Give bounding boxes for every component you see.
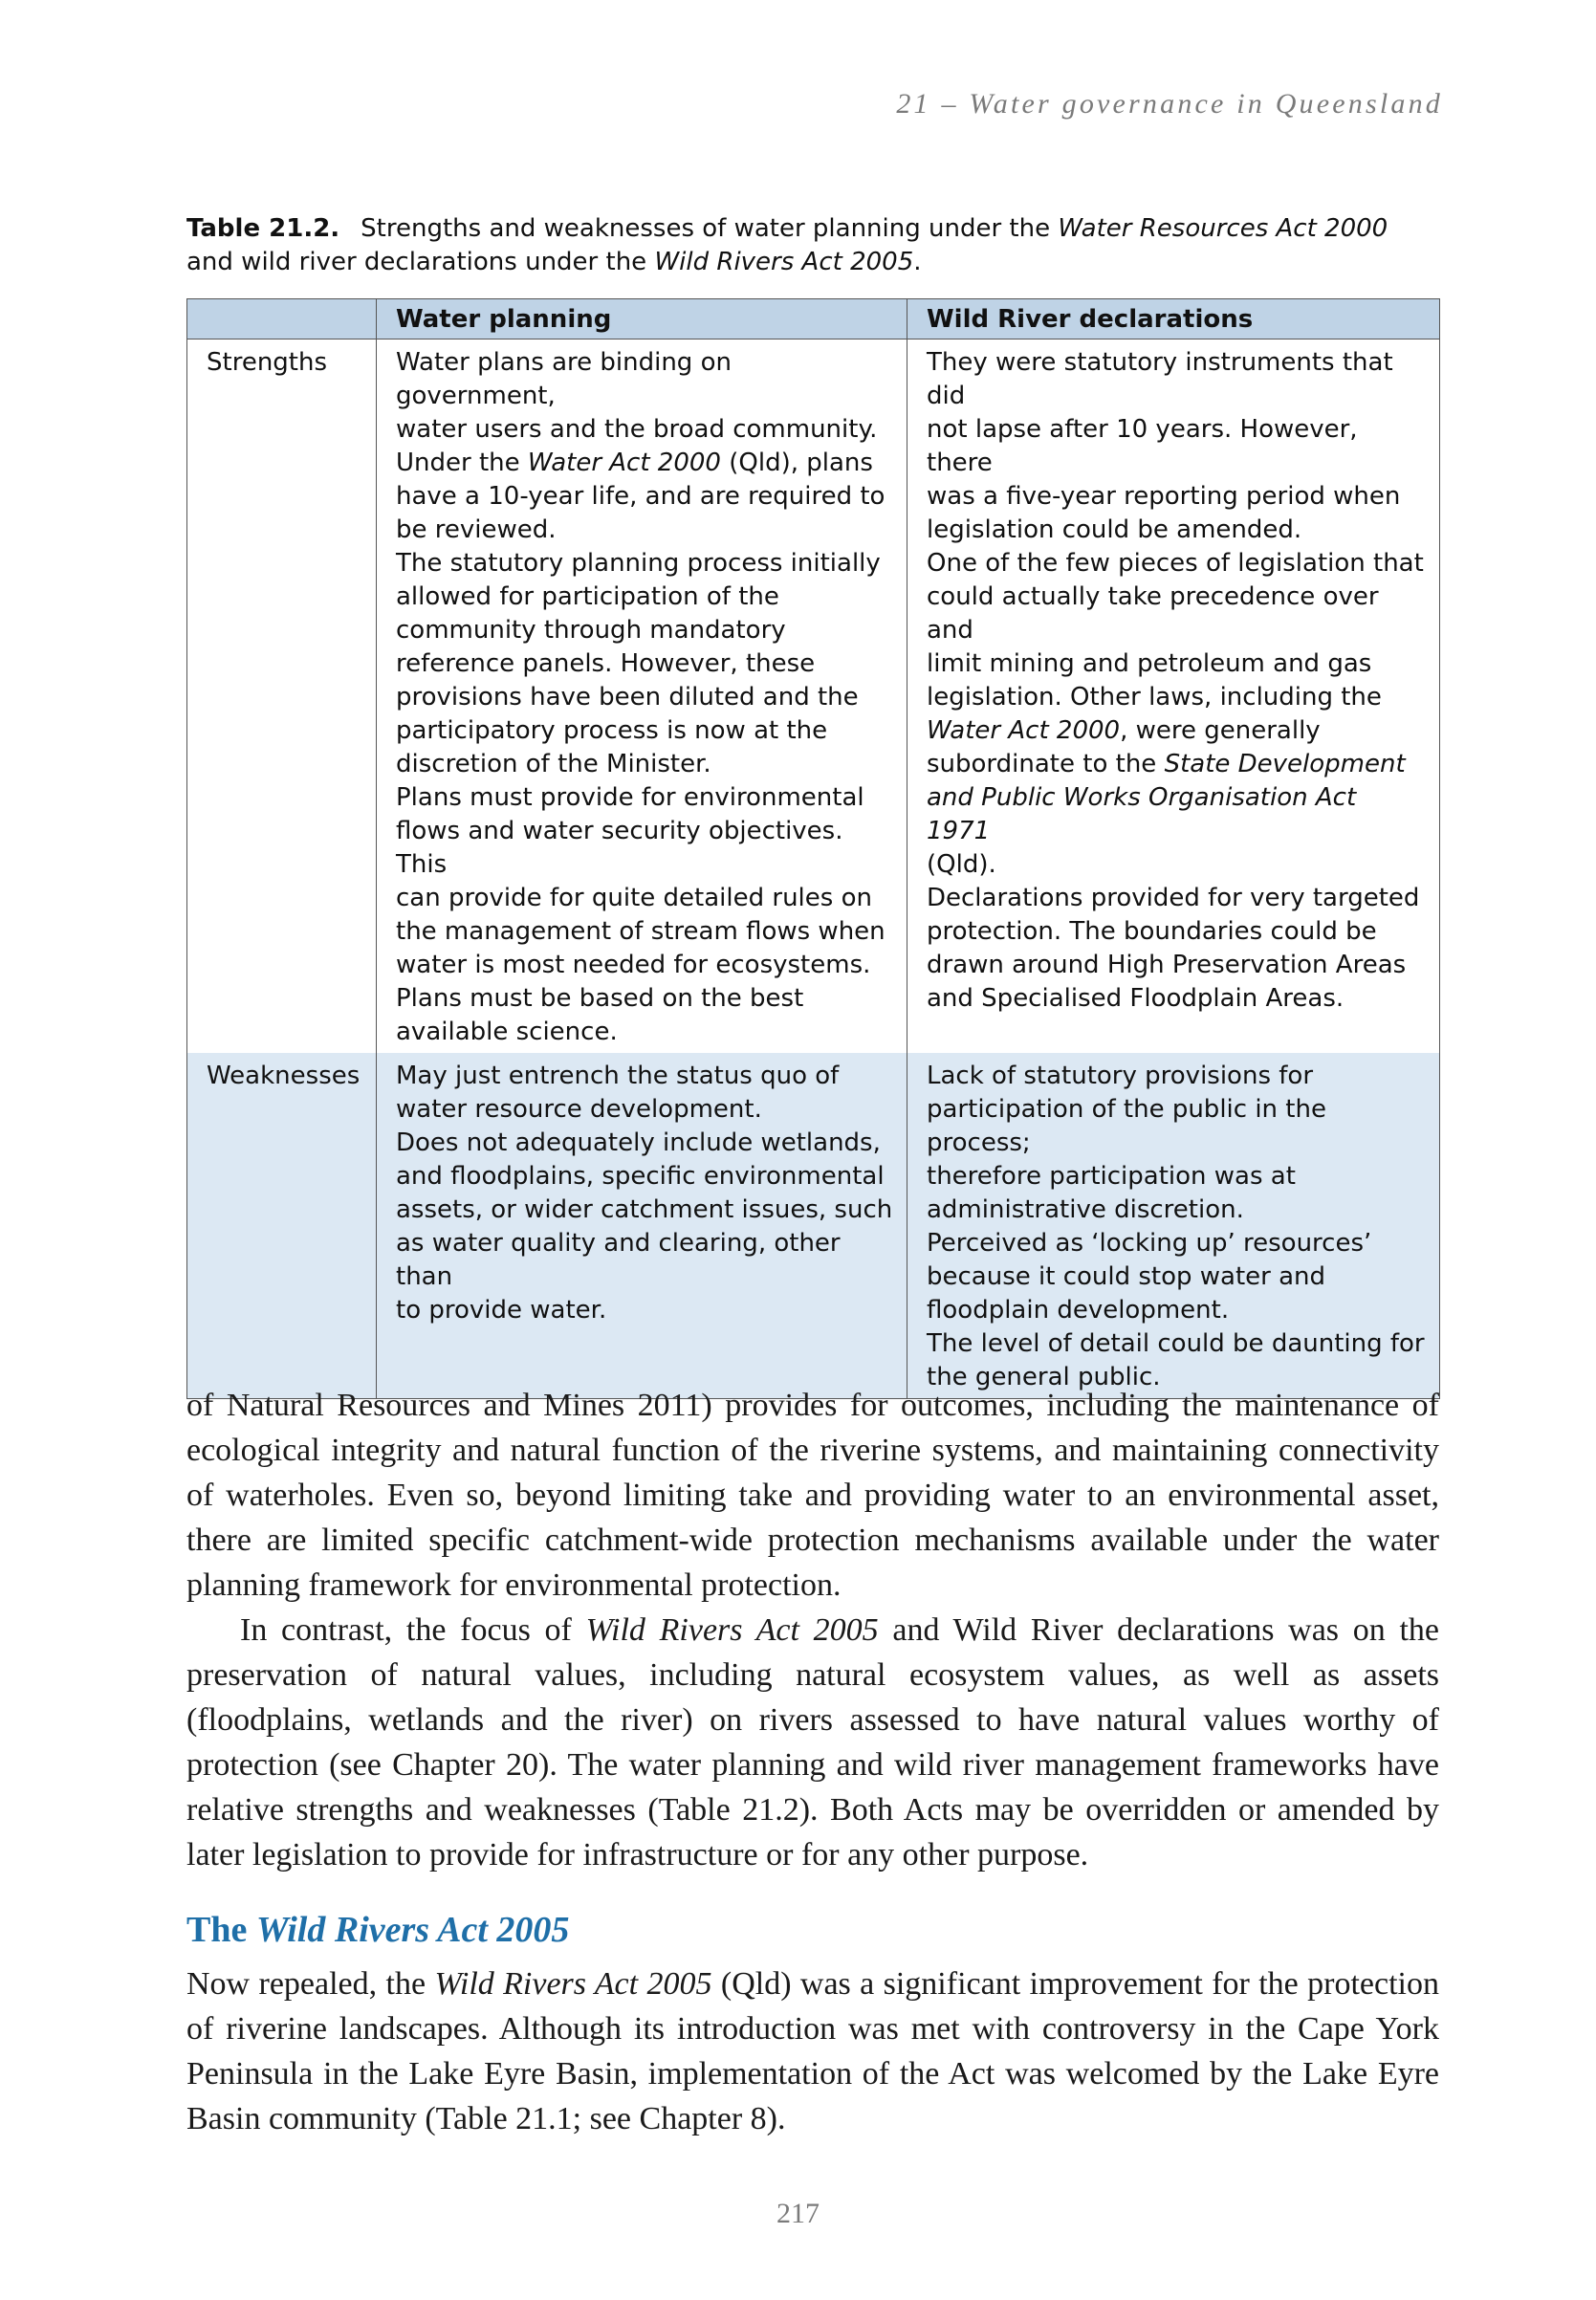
text-line: available science.: [396, 1018, 618, 1046]
caption-text: and wild river declarations under the: [186, 248, 655, 276]
act-title: State Development: [1164, 750, 1406, 778]
cell-strengths-water-planning: [377, 340, 907, 1054]
text-line: (Qld).: [927, 850, 996, 879]
text-run: , were generally: [1120, 716, 1321, 745]
text-line: floodplain development.: [927, 1296, 1230, 1325]
text-line: the management of stream flows when: [396, 917, 885, 946]
act-title: and Public Works Organisation Act 1971: [927, 783, 1357, 845]
act-title: Water Act 2000: [527, 449, 721, 477]
comparison-table: [186, 298, 1440, 1399]
text-run: subordinate to the: [927, 750, 1165, 778]
text-line: water users and the broad community.: [396, 415, 878, 444]
text-line: can provide for quite detailed rules on: [396, 884, 872, 912]
text-line: Perceived as ‘locking up’ resources’: [927, 1229, 1372, 1258]
caption-text: .: [913, 248, 922, 276]
body-paragraph: [186, 1961, 1439, 2141]
body-paragraph: [186, 1608, 1439, 1877]
text-line: [927, 781, 1426, 848]
text-line: Plans must provide for environmental: [396, 783, 864, 812]
caption-act-1: Water Resources Act 2000: [1058, 214, 1388, 243]
text-line: [396, 447, 893, 480]
text-line: limit mining and petroleum and gas: [927, 649, 1372, 678]
text-line: as water quality and clearing, other than: [396, 1229, 841, 1291]
text-line: community through mandatory: [396, 616, 786, 645]
heading-text: The: [186, 1910, 256, 1950]
text-run: Under the: [396, 449, 528, 477]
table-row-weaknesses: [187, 1053, 1440, 1399]
text-run: In contrast, the focus of: [240, 1612, 586, 1648]
text-line: [927, 714, 1426, 748]
text-line: allowed for participation of the: [396, 582, 779, 611]
text-line: be reviewed.: [396, 515, 557, 544]
text-line: reference panels. However, these: [396, 649, 816, 678]
text-line: the general public.: [927, 1363, 1161, 1391]
page-number: 217: [776, 2198, 820, 2229]
text-line: and Specialised Floodplain Areas.: [927, 984, 1345, 1013]
text-line: water is most needed for ecosystems.: [396, 951, 871, 979]
text-line: assets, or wider catchment issues, such: [396, 1195, 893, 1224]
text-line: was a five-year reporting period when: [927, 482, 1401, 511]
text-line: administrative discretion.: [927, 1195, 1244, 1224]
text-line: because it could stop water and: [927, 1262, 1326, 1291]
text-line: The statutory planning process initially: [396, 549, 881, 578]
text-line: participatory process is now at the: [396, 716, 828, 745]
act-title: Wild Rivers Act 2005: [434, 1966, 712, 2002]
header-cell-blank: [187, 299, 377, 340]
text-line: provisions have been diluted and the: [396, 683, 859, 712]
text-line: not lapse after 10 years. However, there: [927, 415, 1358, 477]
caption-text: Strengths and weaknesses of water planning under the: [361, 214, 1059, 243]
text-line: The level of detail could be daunting for: [927, 1329, 1425, 1358]
text-run: and Wild River declarations was on the preservation of natural values, including natural ecosystem values, as well as assets (floodplains, wetlands and the river) on rivers assessed to have natural values worthy of protection (see Chapter 20). The water planning and wild river management frameworks have relative strengths and weaknesses (Table 21.2). Both Acts may be overridden or amended by later legislation to provide for infrastructure or for any other purpose.: [186, 1612, 1439, 1873]
header-water-planning: Water planning: [377, 299, 907, 340]
section-heading: [186, 1909, 569, 1951]
cell-strengths-wild-river: [907, 340, 1440, 1054]
text-line: water resource development.: [396, 1095, 762, 1124]
text-line: legislation. Other laws, including the: [927, 683, 1382, 712]
text-line: drawn around High Preservation Areas: [927, 951, 1407, 979]
row-label-strengths: Strengths: [187, 340, 377, 1054]
text-line: Does not adequately include wetlands,: [396, 1128, 881, 1157]
text-line: participation of the public in the process;: [927, 1095, 1326, 1157]
text-line: to provide water.: [396, 1296, 607, 1325]
caption-number: Table 21.2.: [186, 214, 340, 243]
text-line: protection. The boundaries could be: [927, 917, 1377, 946]
table-row-strengths: [187, 340, 1440, 1054]
header-wild-river: Wild River declarations: [907, 299, 1440, 340]
text-run: (Qld), plans: [720, 449, 873, 477]
text-line: [927, 748, 1426, 781]
running-head: 21 – Water governance in Queensland: [896, 88, 1443, 120]
text-line: They were statutory instruments that did: [927, 348, 1393, 410]
cell-weaknesses-wild-river: [907, 1053, 1440, 1399]
act-title: Wild Rivers Act 2005: [585, 1612, 879, 1648]
text-line: could actually take precedence over and: [927, 582, 1379, 645]
text-line: One of the few pieces of legislation that: [927, 549, 1424, 578]
text-line: discretion of the Minister.: [396, 750, 711, 778]
text-run: Now repealed, the: [186, 1966, 435, 2002]
text-line: and floodplains, specific environmental: [396, 1162, 885, 1191]
table-header-row: [187, 299, 1440, 340]
body-paragraph: of Natural Resources and Mines 2011) provides for outcomes, including the maintenance of ecological integrity and natural function of the riverine systems, and maintaining connectivity of waterholes. Even so, beyond limiting take and providing water to an environmental asset, there are limited specific catchment-wide protection mechanisms available under the water planning framework for environmental protection.: [186, 1388, 1439, 1603]
caption-act-2: Wild Rivers Act 2005: [654, 248, 914, 276]
text-line: May just entrench the status quo of: [396, 1062, 840, 1090]
body-text-block: [186, 1383, 1439, 1877]
text-line: have a 10-year life, and are required to: [396, 482, 885, 511]
row-label-weaknesses: Weaknesses: [187, 1053, 377, 1399]
text-line: Declarations provided for very targeted: [927, 884, 1420, 912]
act-title: Water Act 2000: [927, 716, 1121, 745]
heading-act-title: Wild Rivers Act 2005: [255, 1910, 570, 1950]
text-run: (Qld) was a significant improvement for the protection of riverine landscapes. Although its introduction was met with controversy in the Cape York Peninsula in the Lake Eyre Basin, implementation of the Act was welcomed by the Lake Eyre Basin community (Table 21.1; see Chapter 8).: [186, 1966, 1440, 2136]
section-text-block: [186, 1961, 1439, 2141]
text-line: legislation could be amended.: [927, 515, 1302, 544]
text-line: Water plans are binding on government,: [396, 348, 732, 410]
text-line: flows and water security objectives. This: [396, 817, 843, 879]
text-line: Plans must be based on the best: [396, 984, 804, 1013]
text-line: Lack of statutory provisions for: [927, 1062, 1314, 1090]
text-line: therefore participation was at: [927, 1162, 1296, 1191]
cell-weaknesses-water-planning: [377, 1053, 907, 1399]
table-caption: [186, 212, 1439, 279]
